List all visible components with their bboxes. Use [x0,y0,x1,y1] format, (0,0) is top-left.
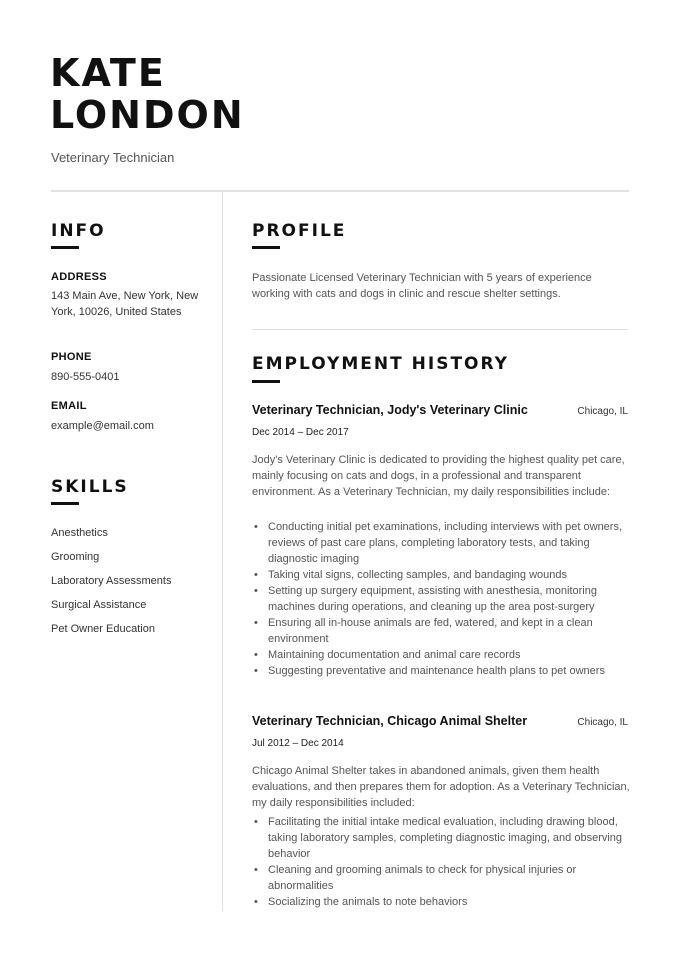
responsibility-item: • Socializing the animals to note behaviors [252,894,632,910]
address-label: ADDRESS [51,271,107,283]
responsibility-item: • Conducting initial pet examinations, including interviews with pet owners, reviews of past care plans, completing laboratory tests, and taking diagnostic imaging [252,519,632,567]
email-value: example@email.com [51,420,154,432]
column-divider [222,191,223,911]
profile-heading: PROFILE [252,221,347,241]
skill-item: Grooming [51,551,100,563]
responsibility-item: • Suggesting preventative and maintenance health plans to pet owners [252,663,632,679]
skills-list [51,526,171,646]
responsibility-item: • Setting up surgery equipment, assisting with anesthesia, monitoring machines during operations, and cleaning up the area post-surgery [252,583,632,615]
phone-label: PHONE [51,351,92,363]
profile-divider [252,329,628,330]
job-description: Jody's Veterinary Clinic is dedicated to providing the highest quality pet care, mainly focusing on cats and dogs, in a professional and transparent environment. As a Veterinary Technician, my daily responsibilities include: [252,454,625,498]
email-label: EMAIL [51,400,87,412]
skill-item: Surgical Assistance [51,599,147,611]
skill-item: Laboratory Assessments [51,575,172,587]
job-dates: Jul 2012 – Dec 2014 [252,738,344,749]
skill-item: Pet Owner Education [51,623,155,635]
job-dates: Dec 2014 – Dec 2017 [252,427,349,438]
job-location: Chicago, IL [577,717,628,728]
skills-heading: SKILLS [51,477,129,497]
address-value: 143 Main Ave, New York, New York, 10026, United States [51,290,199,318]
phone-value: 890-555-0401 [51,371,120,383]
job-location: Chicago, IL [577,406,628,417]
job-description: Chicago Animal Shelter takes in abandoned animals, given them health evaluations, and then prepares them for adoption. As a Veterinary Technician, my daily responsibilities included: [252,765,630,809]
name-first: KATE [50,51,166,95]
profile-heading-underline [252,246,280,249]
header-divider [51,190,629,192]
name-last: LONDON [50,93,245,137]
info-heading-underline [51,246,79,249]
responsibility-item: • Maintaining documentation and animal care records [252,647,632,663]
employment-heading: EMPLOYMENT HISTORY [252,354,509,374]
responsibility-item: • Ensuring all in-house animals are fed, watered, and kept in a clean environment [252,615,632,647]
profile-summary: Passionate Licensed Veterinary Technician with 5 years of experience working with cats and dogs in clinic and rescue shelter settings. [252,272,592,300]
responsibility-item: • Cleaning and grooming animals to check for physical injuries or abnormalities [252,862,632,894]
job-title: Veterinary Technician, Chicago Animal Shelter [252,714,528,728]
resume-name [50,52,245,136]
job-responsibilities [252,814,632,910]
skills-heading-underline [51,502,79,505]
job-title-subtitle: Veterinary Technician [51,150,175,165]
responsibility-item: • Facilitating the initial intake medical evaluation, including drawing blood, taking laboratory samples, completing diagnostic imaging, and observing behavior [252,814,632,862]
responsibility-item: • Taking vital signs, collecting samples, and bandaging wounds [252,567,632,583]
job-title: Veterinary Technician, Jody's Veterinary Clinic [252,403,528,417]
employment-heading-underline [252,380,280,383]
skill-item: Anesthetics [51,527,108,539]
info-heading: INFO [51,221,106,241]
job-responsibilities [252,519,632,679]
